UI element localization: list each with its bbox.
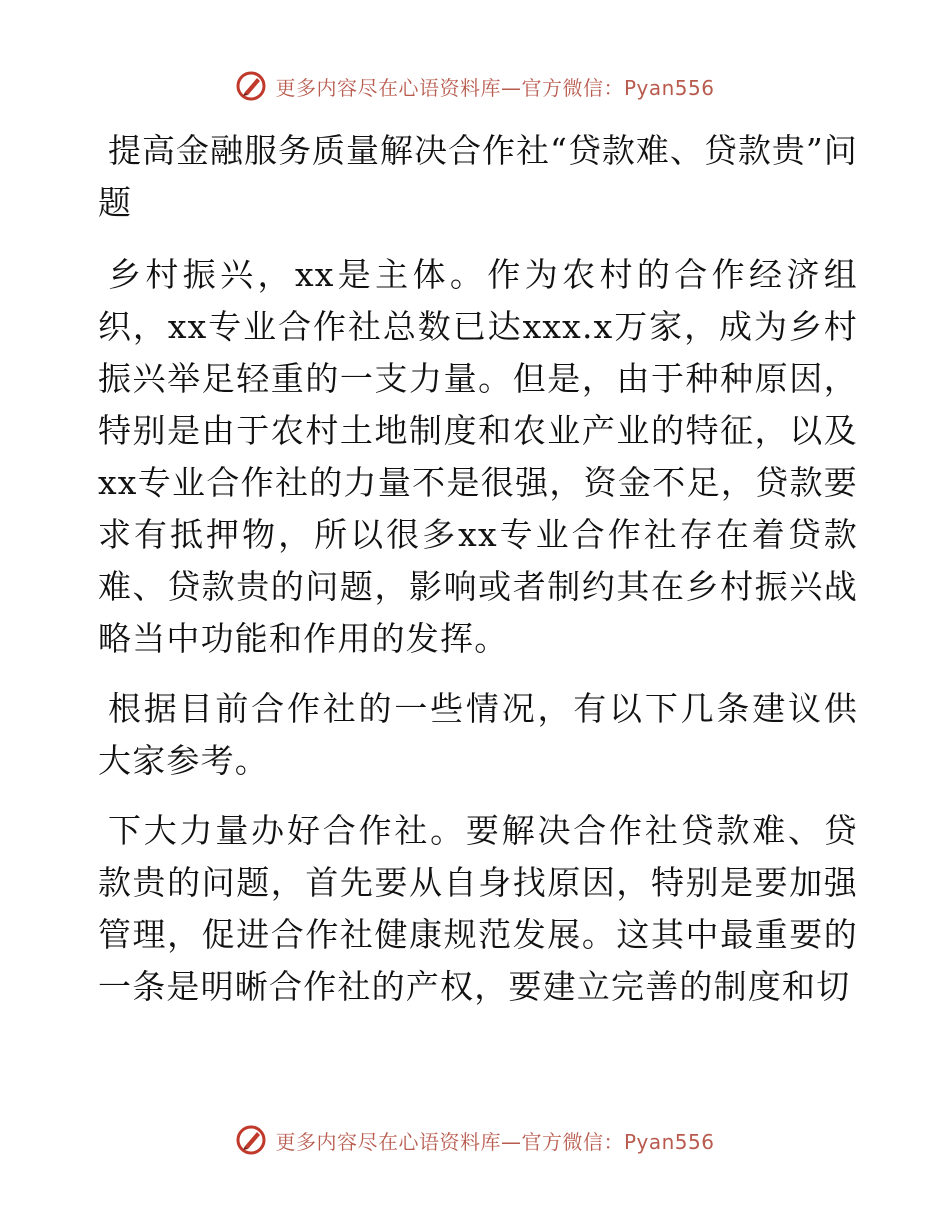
footer-banner-text: 更多内容尽在心语资料库—官方微信：Pyan556: [275, 1129, 715, 1154]
header-banner-text: 更多内容尽在心语资料库—官方微信：Pyan556: [275, 75, 715, 100]
pen-circle-logo-icon: [235, 1124, 267, 1156]
paragraph: 根据目前合作社的一些情况，有以下几条建议供大家参考。: [98, 689, 858, 780]
paragraph: 乡村振兴，xx是主体。作为农村的合作经济组织，xx专业合作社总数已达xxx.x万家，成为乡村振兴举足轻重的一支力量。但是，由于种种原因，特别是由于农村土地制度和农业产业的特征，以及xx专业合作社的力量不是很强，资金不足，贷款要求有抵押物，所以很多xx专业合作社存在着贷款难、贷款贵的问题，影响或者制约其在乡村振兴战略当中功能和作用的发挥。: [98, 255, 858, 658]
paragraph: 下大力量办好合作社。要解决合作社贷款难、贷款贵的问题，首先要从自身找原因，特别是要加强管理，促进合作社健康规范发展。这其中最重要的一条是明晰合作社的产权，要建立完善的制度和切: [98, 811, 858, 1006]
page-header: [0, 70, 950, 102]
pen-circle-logo-icon: [235, 70, 267, 102]
document-body: [98, 125, 858, 1031]
document-title: 提高金融服务质量解决合作社“贷款难、贷款贵”问题: [98, 131, 858, 222]
page-footer: [0, 1124, 950, 1156]
